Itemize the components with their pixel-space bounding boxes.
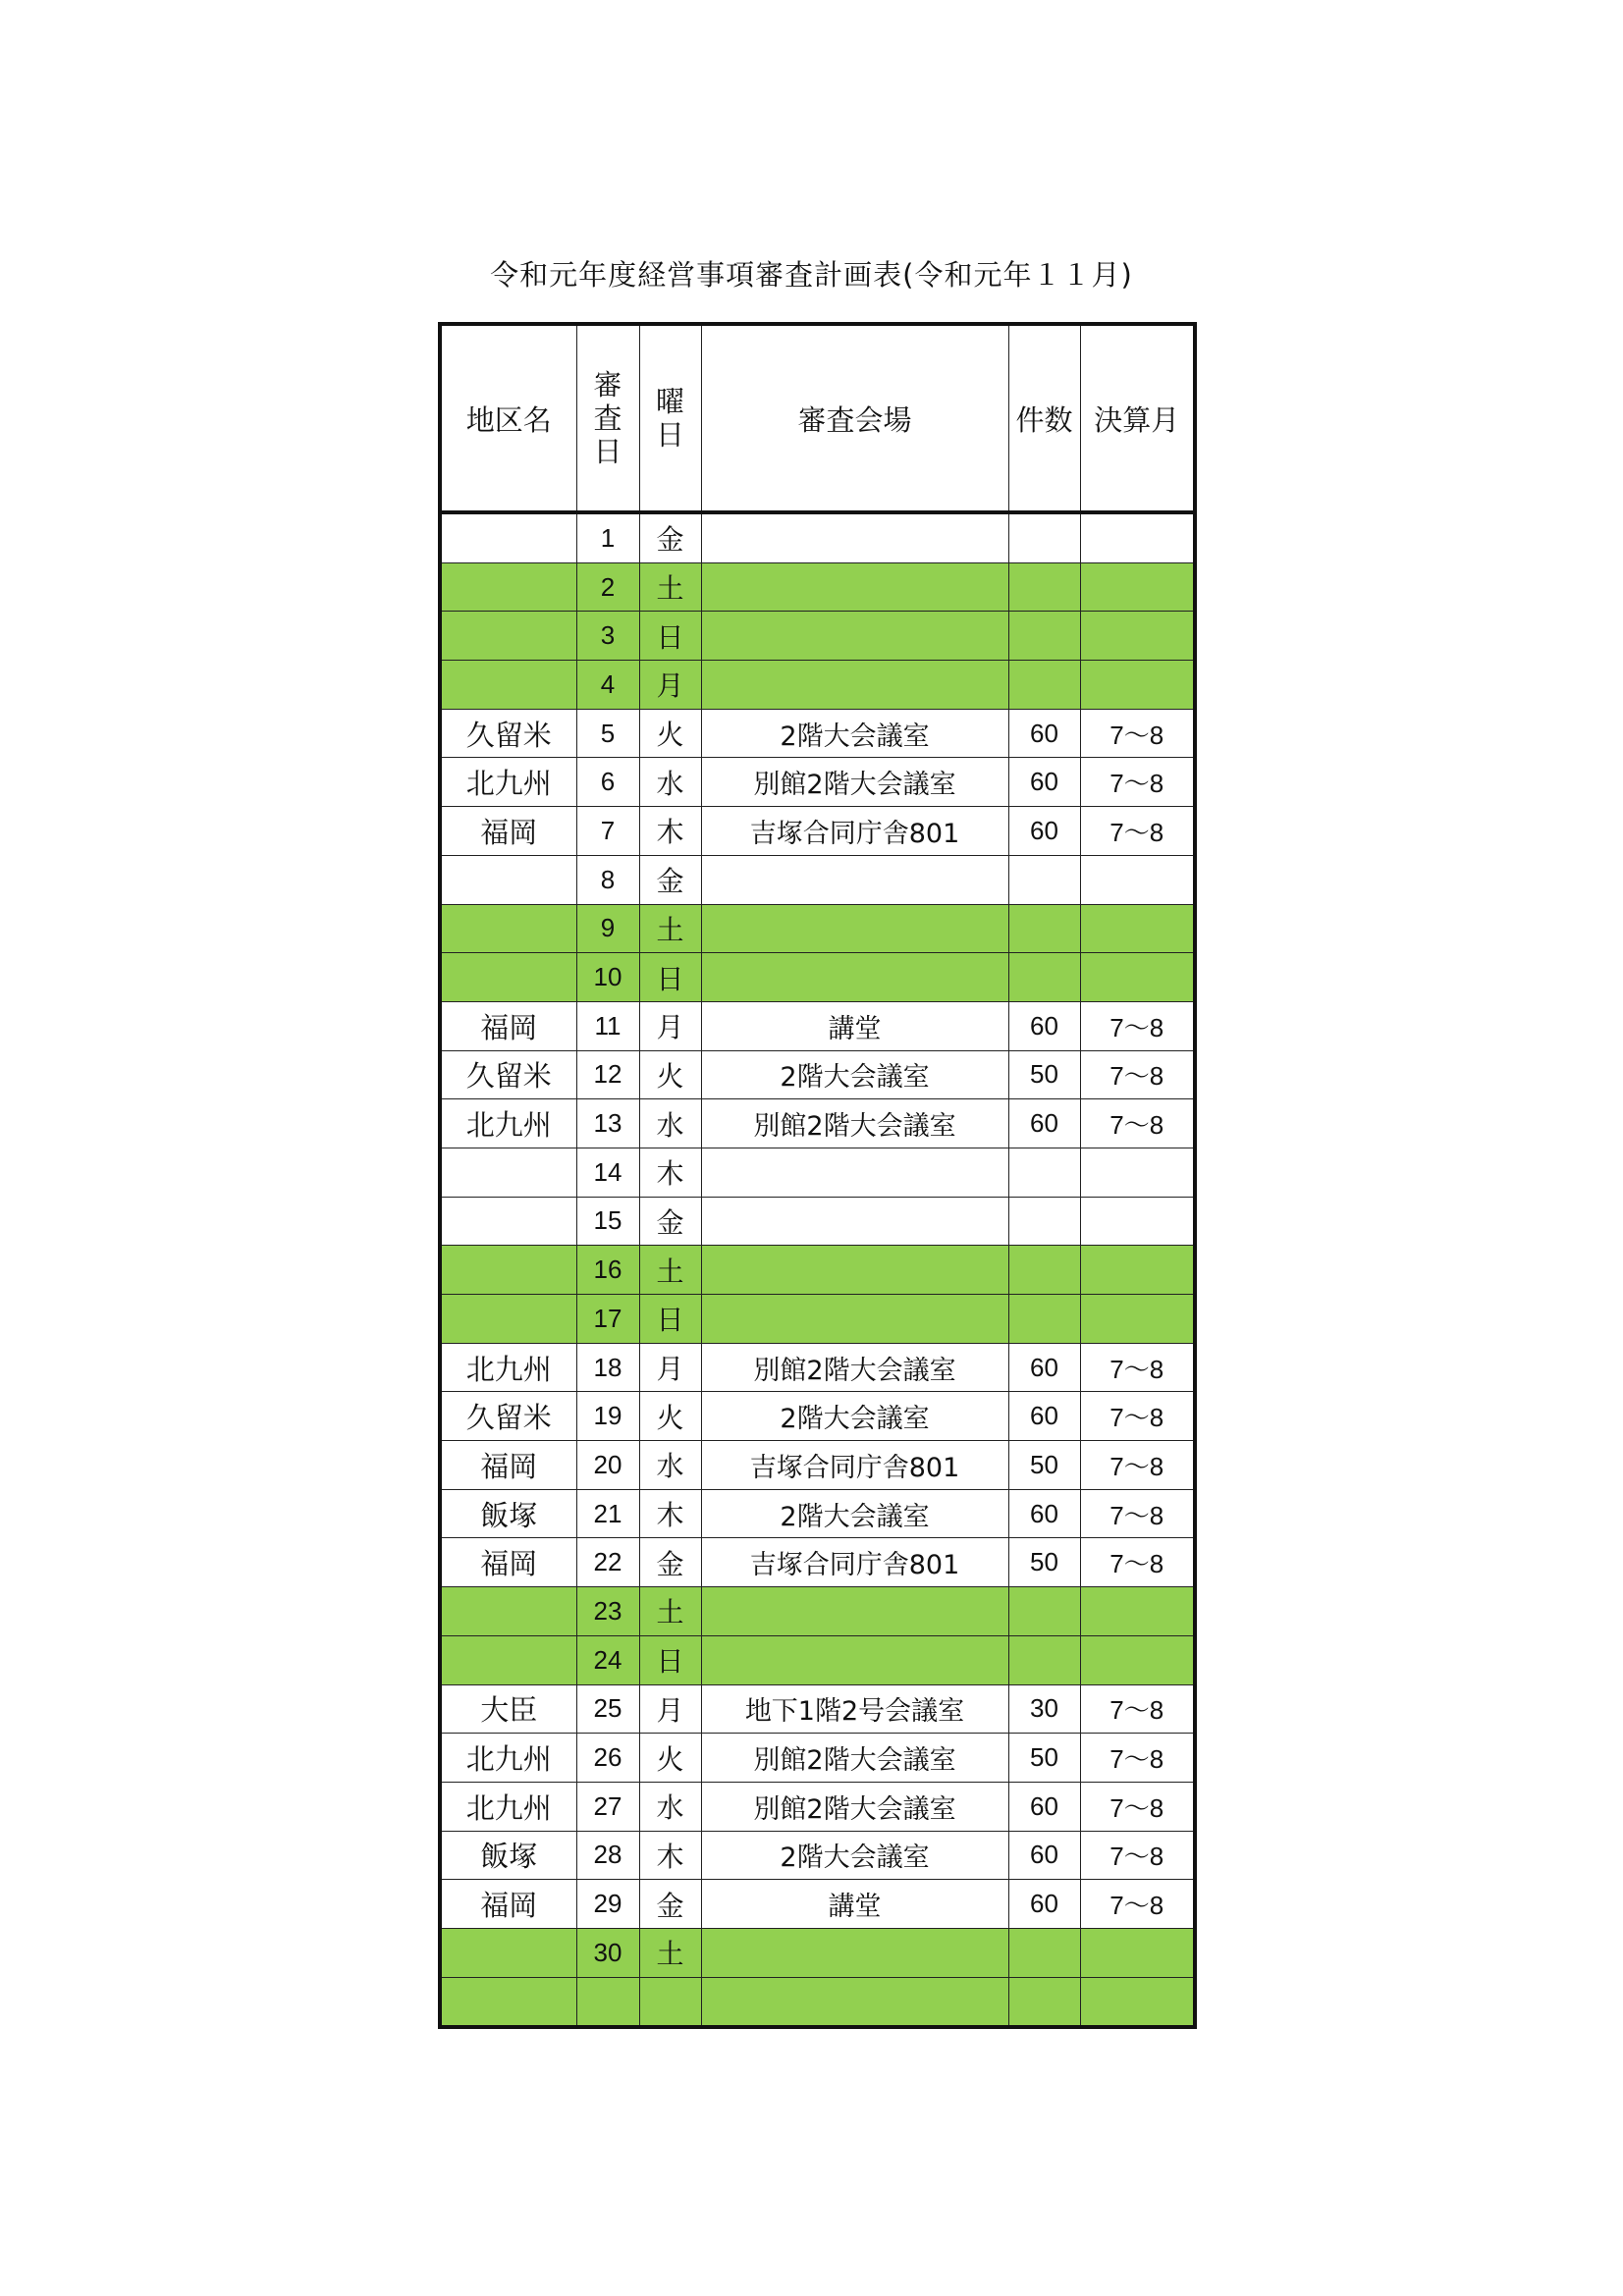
area-cell: 北九州 bbox=[440, 1343, 576, 1392]
area-cell: 大臣 bbox=[440, 1684, 576, 1734]
area-cell: 福岡 bbox=[440, 1001, 576, 1050]
header-area: 地区名 bbox=[440, 324, 576, 512]
venue-cell: 別館2階大会議室 bbox=[701, 1343, 1008, 1392]
fiscal-month-cell: 7～8 bbox=[1080, 1441, 1195, 1490]
fiscal-month-cell bbox=[1080, 1197, 1195, 1246]
fiscal-month-cell bbox=[1080, 562, 1195, 612]
venue-cell bbox=[701, 953, 1008, 1002]
area-cell: 飯塚 bbox=[440, 1489, 576, 1538]
count-cell: 60 bbox=[1008, 1880, 1080, 1929]
venue-cell: 地下1階2号会議室 bbox=[701, 1684, 1008, 1734]
area-cell: 福岡 bbox=[440, 1441, 576, 1490]
day-cell: 2 bbox=[576, 562, 639, 612]
day-cell: 23 bbox=[576, 1587, 639, 1636]
day-cell: 13 bbox=[576, 1099, 639, 1148]
venue-cell bbox=[701, 512, 1008, 562]
count-cell: 50 bbox=[1008, 1050, 1080, 1099]
venue-cell: 講堂 bbox=[701, 1880, 1008, 1929]
area-cell bbox=[440, 562, 576, 612]
weekday-cell: 月 bbox=[639, 1684, 701, 1734]
venue-cell bbox=[701, 1635, 1008, 1684]
header-review-day-char: 審 bbox=[593, 368, 622, 401]
count-cell bbox=[1008, 612, 1080, 661]
count-cell bbox=[1008, 661, 1080, 710]
weekday-cell: 月 bbox=[639, 1001, 701, 1050]
day-cell: 5 bbox=[576, 709, 639, 758]
venue-cell bbox=[701, 1587, 1008, 1636]
weekday-cell: 木 bbox=[639, 1489, 701, 1538]
weekday-cell: 月 bbox=[639, 1343, 701, 1392]
venue-cell: 2階大会議室 bbox=[701, 1392, 1008, 1441]
table-row bbox=[440, 1880, 1195, 1929]
fiscal-month-cell: 7～8 bbox=[1080, 807, 1195, 856]
table-row bbox=[440, 1538, 1195, 1587]
count-cell bbox=[1008, 562, 1080, 612]
table-row bbox=[440, 1441, 1195, 1490]
day-cell: 20 bbox=[576, 1441, 639, 1490]
table-row bbox=[440, 1635, 1195, 1684]
count-cell bbox=[1008, 1197, 1080, 1246]
table-row bbox=[440, 709, 1195, 758]
fiscal-month-cell bbox=[1080, 612, 1195, 661]
day-cell: 9 bbox=[576, 904, 639, 953]
table-row bbox=[440, 1977, 1195, 2027]
day-cell: 19 bbox=[576, 1392, 639, 1441]
fiscal-month-cell: 7～8 bbox=[1080, 1489, 1195, 1538]
count-cell: 60 bbox=[1008, 1489, 1080, 1538]
venue-cell: 別館2階大会議室 bbox=[701, 1099, 1008, 1148]
fiscal-month-cell bbox=[1080, 904, 1195, 953]
area-cell bbox=[440, 1587, 576, 1636]
day-cell: 4 bbox=[576, 661, 639, 710]
count-cell bbox=[1008, 855, 1080, 904]
count-cell bbox=[1008, 904, 1080, 953]
area-cell bbox=[440, 1928, 576, 1977]
count-cell: 60 bbox=[1008, 807, 1080, 856]
count-cell: 30 bbox=[1008, 1684, 1080, 1734]
day-cell: 8 bbox=[576, 855, 639, 904]
fiscal-month-cell: 7～8 bbox=[1080, 1050, 1195, 1099]
count-cell: 60 bbox=[1008, 709, 1080, 758]
weekday-cell: 木 bbox=[639, 807, 701, 856]
count-cell bbox=[1008, 1635, 1080, 1684]
area-cell: 北九州 bbox=[440, 1099, 576, 1148]
area-cell bbox=[440, 1246, 576, 1295]
venue-cell: 講堂 bbox=[701, 1001, 1008, 1050]
fiscal-month-cell: 7～8 bbox=[1080, 1392, 1195, 1441]
day-cell: 27 bbox=[576, 1782, 639, 1831]
fiscal-month-cell bbox=[1080, 953, 1195, 1002]
area-cell bbox=[440, 1197, 576, 1246]
table-row bbox=[440, 1782, 1195, 1831]
weekday-cell: 日 bbox=[639, 1635, 701, 1684]
venue-cell: 2階大会議室 bbox=[701, 1831, 1008, 1880]
weekday-cell: 火 bbox=[639, 1050, 701, 1099]
count-cell bbox=[1008, 1977, 1080, 2027]
table-row bbox=[440, 1050, 1195, 1099]
header-weekday-char: 日 bbox=[655, 418, 684, 452]
day-cell: 21 bbox=[576, 1489, 639, 1538]
weekday-cell: 火 bbox=[639, 1734, 701, 1783]
header-review-day-char: 日 bbox=[593, 435, 622, 468]
venue-cell bbox=[701, 855, 1008, 904]
count-cell bbox=[1008, 1148, 1080, 1197]
count-cell bbox=[1008, 512, 1080, 562]
area-cell: 北九州 bbox=[440, 758, 576, 807]
table-row bbox=[440, 807, 1195, 856]
day-cell: 3 bbox=[576, 612, 639, 661]
day-cell: 25 bbox=[576, 1684, 639, 1734]
weekday-cell: 金 bbox=[639, 855, 701, 904]
table-row bbox=[440, 661, 1195, 710]
table-row bbox=[440, 855, 1195, 904]
table-body bbox=[440, 512, 1195, 2027]
fiscal-month-cell bbox=[1080, 512, 1195, 562]
table-row bbox=[440, 612, 1195, 661]
weekday-cell: 水 bbox=[639, 1782, 701, 1831]
header-weekday-char: 曜 bbox=[655, 385, 684, 418]
table-row bbox=[440, 1734, 1195, 1783]
area-cell bbox=[440, 1977, 576, 2027]
venue-cell: 吉塚合同庁舎801 bbox=[701, 1538, 1008, 1587]
day-cell bbox=[576, 1977, 639, 2027]
area-cell bbox=[440, 904, 576, 953]
weekday-cell: 金 bbox=[639, 1197, 701, 1246]
venue-cell: 2階大会議室 bbox=[701, 709, 1008, 758]
day-cell: 1 bbox=[576, 512, 639, 562]
fiscal-month-cell: 7～8 bbox=[1080, 1831, 1195, 1880]
weekday-cell: 日 bbox=[639, 1295, 701, 1344]
weekday-cell: 木 bbox=[639, 1148, 701, 1197]
count-cell: 60 bbox=[1008, 1782, 1080, 1831]
area-cell bbox=[440, 661, 576, 710]
fiscal-month-cell bbox=[1080, 1246, 1195, 1295]
area-cell: 飯塚 bbox=[440, 1831, 576, 1880]
header-review-day bbox=[576, 324, 639, 512]
day-cell: 10 bbox=[576, 953, 639, 1002]
header-venue: 審査会場 bbox=[701, 324, 1008, 512]
count-cell: 50 bbox=[1008, 1538, 1080, 1587]
count-cell bbox=[1008, 1587, 1080, 1636]
weekday-cell: 土 bbox=[639, 562, 701, 612]
table-row bbox=[440, 953, 1195, 1002]
area-cell: 久留米 bbox=[440, 1050, 576, 1099]
weekday-cell: 月 bbox=[639, 661, 701, 710]
fiscal-month-cell: 7～8 bbox=[1080, 1782, 1195, 1831]
day-cell: 24 bbox=[576, 1635, 639, 1684]
weekday-cell: 金 bbox=[639, 1880, 701, 1929]
weekday-cell: 水 bbox=[639, 758, 701, 807]
venue-cell bbox=[701, 1928, 1008, 1977]
venue-cell bbox=[701, 1246, 1008, 1295]
count-cell bbox=[1008, 1928, 1080, 1977]
area-cell bbox=[440, 512, 576, 562]
venue-cell: 別館2階大会議室 bbox=[701, 1734, 1008, 1783]
weekday-cell: 木 bbox=[639, 1831, 701, 1880]
venue-cell bbox=[701, 1148, 1008, 1197]
area-cell bbox=[440, 855, 576, 904]
header-weekday bbox=[639, 324, 701, 512]
day-cell: 28 bbox=[576, 1831, 639, 1880]
table-row bbox=[440, 1684, 1195, 1734]
table-row bbox=[440, 1928, 1195, 1977]
venue-cell bbox=[701, 1977, 1008, 2027]
table-row bbox=[440, 1001, 1195, 1050]
weekday-cell: 金 bbox=[639, 512, 701, 562]
fiscal-month-cell: 7～8 bbox=[1080, 1684, 1195, 1734]
area-cell: 福岡 bbox=[440, 807, 576, 856]
table-row bbox=[440, 512, 1195, 562]
day-cell: 14 bbox=[576, 1148, 639, 1197]
count-cell: 50 bbox=[1008, 1734, 1080, 1783]
table-row bbox=[440, 758, 1195, 807]
weekday-cell: 土 bbox=[639, 1246, 701, 1295]
day-cell: 12 bbox=[576, 1050, 639, 1099]
area-cell: 久留米 bbox=[440, 1392, 576, 1441]
weekday-cell: 土 bbox=[639, 1928, 701, 1977]
weekday-cell: 金 bbox=[639, 1538, 701, 1587]
weekday-cell: 火 bbox=[639, 1392, 701, 1441]
venue-cell: 別館2階大会議室 bbox=[701, 1782, 1008, 1831]
weekday-cell: 水 bbox=[639, 1441, 701, 1490]
weekday-cell: 火 bbox=[639, 709, 701, 758]
day-cell: 16 bbox=[576, 1246, 639, 1295]
table-row bbox=[440, 1295, 1195, 1344]
venue-cell: 吉塚合同庁舎801 bbox=[701, 807, 1008, 856]
fiscal-month-cell: 7～8 bbox=[1080, 1099, 1195, 1148]
venue-cell bbox=[701, 1295, 1008, 1344]
fiscal-month-cell bbox=[1080, 855, 1195, 904]
count-cell: 60 bbox=[1008, 1343, 1080, 1392]
weekday-cell: 日 bbox=[639, 612, 701, 661]
table-row bbox=[440, 904, 1195, 953]
fiscal-month-cell bbox=[1080, 1977, 1195, 2027]
area-cell: 北九州 bbox=[440, 1782, 576, 1831]
venue-cell: 吉塚合同庁舎801 bbox=[701, 1441, 1008, 1490]
fiscal-month-cell: 7～8 bbox=[1080, 1538, 1195, 1587]
fiscal-month-cell bbox=[1080, 1587, 1195, 1636]
day-cell: 11 bbox=[576, 1001, 639, 1050]
fiscal-month-cell: 7～8 bbox=[1080, 1880, 1195, 1929]
table-row bbox=[440, 1831, 1195, 1880]
fiscal-month-cell bbox=[1080, 661, 1195, 710]
header-review-day-char: 査 bbox=[593, 401, 622, 435]
fiscal-month-cell bbox=[1080, 1295, 1195, 1344]
fiscal-month-cell bbox=[1080, 1928, 1195, 1977]
count-cell: 60 bbox=[1008, 1831, 1080, 1880]
page-title: 令和元年度経営事項審査計画表(令和元年１１月) bbox=[490, 258, 1133, 292]
count-cell bbox=[1008, 1295, 1080, 1344]
area-cell bbox=[440, 953, 576, 1002]
day-cell: 7 bbox=[576, 807, 639, 856]
fiscal-month-cell bbox=[1080, 1635, 1195, 1684]
area-cell bbox=[440, 1148, 576, 1197]
table-row bbox=[440, 562, 1195, 612]
fiscal-month-cell: 7～8 bbox=[1080, 1734, 1195, 1783]
table-row bbox=[440, 1489, 1195, 1538]
count-cell bbox=[1008, 1246, 1080, 1295]
count-cell: 60 bbox=[1008, 1099, 1080, 1148]
fiscal-month-cell: 7～8 bbox=[1080, 1343, 1195, 1392]
day-cell: 29 bbox=[576, 1880, 639, 1929]
venue-cell: 2階大会議室 bbox=[701, 1489, 1008, 1538]
fiscal-month-cell: 7～8 bbox=[1080, 758, 1195, 807]
fiscal-month-cell: 7～8 bbox=[1080, 1001, 1195, 1050]
day-cell: 15 bbox=[576, 1197, 639, 1246]
count-cell: 60 bbox=[1008, 1001, 1080, 1050]
table-row bbox=[440, 1099, 1195, 1148]
table-row bbox=[440, 1148, 1195, 1197]
venue-cell bbox=[701, 562, 1008, 612]
weekday-cell: 土 bbox=[639, 904, 701, 953]
review-schedule-table bbox=[438, 322, 1197, 2029]
venue-cell bbox=[701, 1197, 1008, 1246]
venue-cell bbox=[701, 904, 1008, 953]
area-cell: 福岡 bbox=[440, 1880, 576, 1929]
weekday-cell: 日 bbox=[639, 953, 701, 1002]
venue-cell bbox=[701, 612, 1008, 661]
table-header-row bbox=[440, 324, 1195, 512]
area-cell: 久留米 bbox=[440, 709, 576, 758]
table-row bbox=[440, 1246, 1195, 1295]
area-cell bbox=[440, 612, 576, 661]
day-cell: 22 bbox=[576, 1538, 639, 1587]
venue-cell bbox=[701, 661, 1008, 710]
day-cell: 17 bbox=[576, 1295, 639, 1344]
fiscal-month-cell: 7～8 bbox=[1080, 709, 1195, 758]
day-cell: 26 bbox=[576, 1734, 639, 1783]
count-cell: 50 bbox=[1008, 1441, 1080, 1490]
header-count: 件数 bbox=[1008, 324, 1080, 512]
table-row bbox=[440, 1197, 1195, 1246]
day-cell: 30 bbox=[576, 1928, 639, 1977]
area-cell: 北九州 bbox=[440, 1734, 576, 1783]
venue-cell: 2階大会議室 bbox=[701, 1050, 1008, 1099]
count-cell: 60 bbox=[1008, 758, 1080, 807]
table-row bbox=[440, 1392, 1195, 1441]
header-fiscal-month: 決算月 bbox=[1080, 324, 1195, 512]
weekday-cell: 土 bbox=[639, 1587, 701, 1636]
day-cell: 18 bbox=[576, 1343, 639, 1392]
count-cell bbox=[1008, 953, 1080, 1002]
day-cell: 6 bbox=[576, 758, 639, 807]
venue-cell: 別館2階大会議室 bbox=[701, 758, 1008, 807]
table-row bbox=[440, 1587, 1195, 1636]
weekday-cell: 水 bbox=[639, 1099, 701, 1148]
area-cell bbox=[440, 1295, 576, 1344]
fiscal-month-cell bbox=[1080, 1148, 1195, 1197]
area-cell: 福岡 bbox=[440, 1538, 576, 1587]
weekday-cell bbox=[639, 1977, 701, 2027]
table-row bbox=[440, 1343, 1195, 1392]
area-cell bbox=[440, 1635, 576, 1684]
count-cell: 60 bbox=[1008, 1392, 1080, 1441]
